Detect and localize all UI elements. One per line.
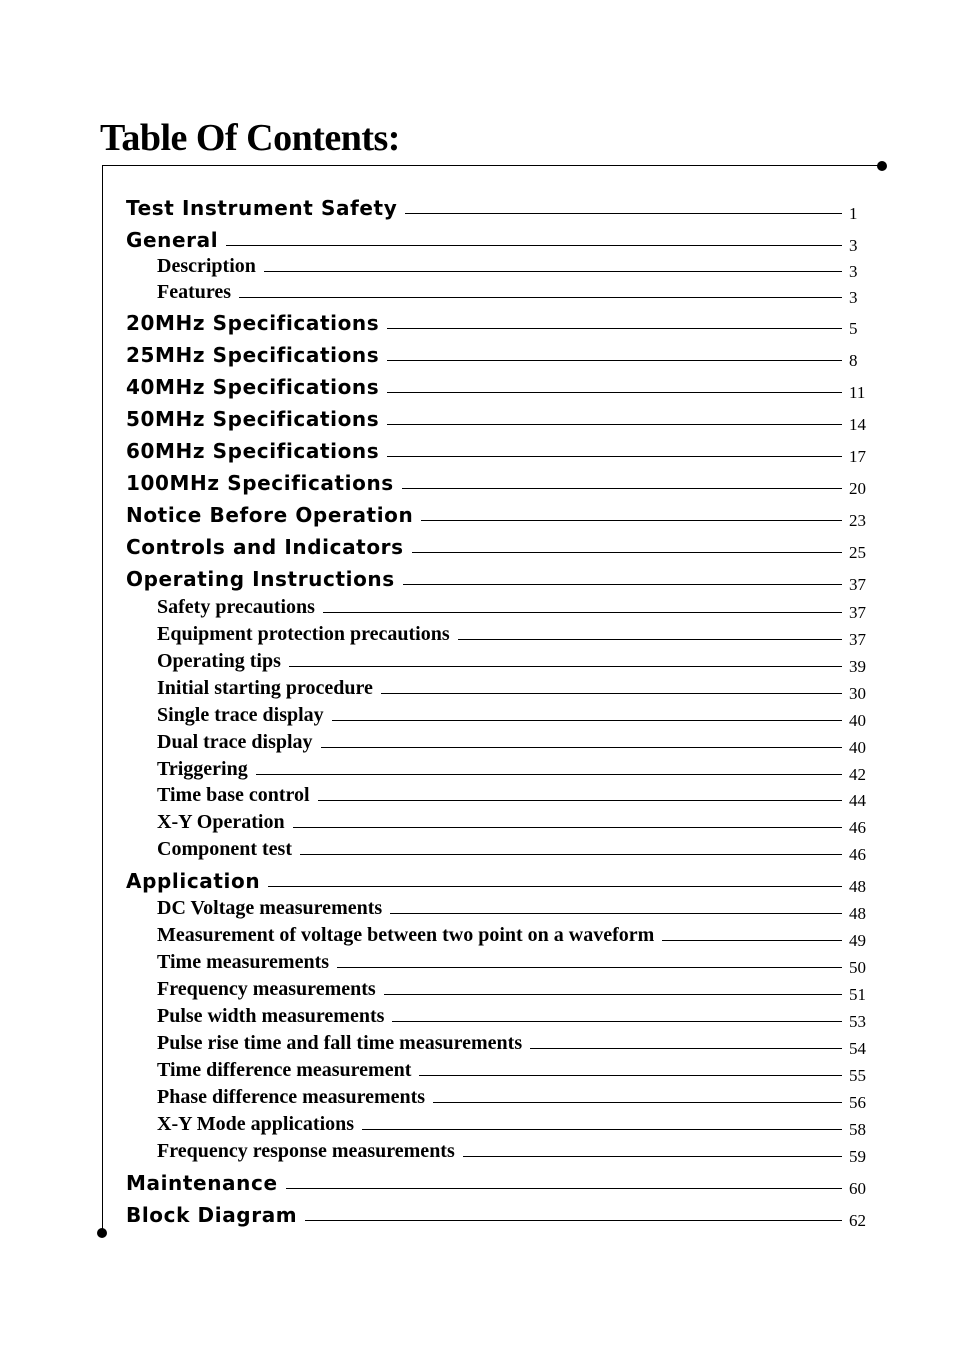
toc-entry-label: Phase difference measurements xyxy=(157,1086,426,1108)
toc-leader-line xyxy=(387,360,842,361)
toc-leader-line xyxy=(226,245,842,246)
toc-leader-line xyxy=(402,488,842,489)
toc-leader-line xyxy=(384,994,842,995)
toc-page-number: 8 xyxy=(849,351,858,370)
toc-page-number: 56 xyxy=(849,1093,866,1112)
toc-entry xyxy=(0,699,954,729)
toc-entry-label: 60MHz Specifications xyxy=(126,439,380,463)
toc-page-number: 42 xyxy=(849,765,866,784)
toc-leader-line xyxy=(433,1102,842,1103)
toc-entry-label: Time measurements xyxy=(157,951,330,973)
toc-entry-label: 20MHz Specifications xyxy=(126,311,380,335)
toc-leader-line xyxy=(332,720,842,721)
toc-leader-line xyxy=(530,1048,842,1049)
toc-page-number: 40 xyxy=(849,711,866,730)
toc-leader-line xyxy=(300,854,842,855)
toc-page-number: 51 xyxy=(849,985,866,1004)
toc-entry-label: Initial starting procedure xyxy=(157,677,373,699)
toc-page-number: 5 xyxy=(849,319,858,338)
toc-entry xyxy=(0,1027,954,1057)
toc-entry xyxy=(0,946,954,976)
toc-entry xyxy=(0,645,954,675)
toc-entry-label: DC Voltage measurements xyxy=(157,897,383,919)
toc-entry-label: X-Y Mode applications xyxy=(157,1113,355,1135)
toc-entry-label: Controls and Indicators xyxy=(126,535,404,559)
toc-leader-line xyxy=(256,774,842,775)
toc-page-number: 40 xyxy=(849,738,866,757)
toc-entry xyxy=(0,833,954,863)
toc-entry xyxy=(0,591,954,621)
toc-entry xyxy=(0,672,954,702)
toc-entry-label: Equipment protection precautions xyxy=(157,623,450,645)
toc-page-number: 39 xyxy=(849,657,866,676)
toc-entry-label: Features xyxy=(157,281,232,303)
toc-leader-line xyxy=(387,456,842,457)
toc-entry-label: Component test xyxy=(157,838,292,860)
toc-entry-label: Pulse width measurements xyxy=(157,1005,385,1027)
toc-leader-line xyxy=(323,612,842,613)
toc-page-number: 30 xyxy=(849,684,866,703)
toc-entry-label: 100MHz Specifications xyxy=(126,471,394,495)
toc-entry xyxy=(0,919,954,949)
toc-leader-line xyxy=(289,666,842,667)
toc-entry-label: 50MHz Specifications xyxy=(126,407,380,431)
toc-entry xyxy=(0,307,954,337)
toc-page-number: 59 xyxy=(849,1147,866,1166)
toc-entry-label: 25MHz Specifications xyxy=(126,343,380,367)
toc-leader-line xyxy=(381,693,842,694)
toc-entry xyxy=(0,892,954,922)
toc-page-number: 17 xyxy=(849,447,866,466)
toc-leader-line xyxy=(421,520,842,521)
toc-entry xyxy=(0,865,954,895)
toc-entry xyxy=(0,1054,954,1084)
toc-leader-line xyxy=(412,552,842,553)
toc-leader-line xyxy=(392,1021,842,1022)
toc-entry-label: Triggering xyxy=(157,758,248,780)
toc-leader-line xyxy=(337,967,842,968)
toc-leader-line xyxy=(293,827,842,828)
toc-entry-label: Measurement of voltage between two point on a waveform xyxy=(157,924,655,946)
toc-entry xyxy=(0,371,954,401)
toc-page-number: 48 xyxy=(849,877,866,896)
toc-page-number: 14 xyxy=(849,415,866,434)
toc-leader-line xyxy=(458,639,842,640)
toc-entry-label: Block Diagram xyxy=(126,1203,298,1227)
toc-page-number: 50 xyxy=(849,958,866,977)
toc-leader-line xyxy=(321,747,842,748)
toc-page-number: 3 xyxy=(849,262,858,281)
toc-entry-label: Frequency response measurements xyxy=(157,1140,455,1162)
toc-entry-label: General xyxy=(126,228,219,252)
toc-page-number: 54 xyxy=(849,1039,866,1058)
toc-entry xyxy=(0,779,954,809)
toc-entry xyxy=(0,1135,954,1165)
toc-entry xyxy=(0,1199,954,1229)
toc-entry-label: Single trace display xyxy=(157,704,324,726)
toc-entry xyxy=(0,1081,954,1111)
toc-entry xyxy=(0,1167,954,1197)
toc-entry-label: Description xyxy=(157,255,256,277)
toc-leader-line xyxy=(387,328,842,329)
toc-leader-line xyxy=(318,800,842,801)
toc-entry-label: Test Instrument Safety xyxy=(126,196,398,220)
toc-leader-line xyxy=(305,1220,842,1221)
toc-entry-label: Operating tips xyxy=(157,650,281,672)
toc-entry-label: Pulse rise time and fall time measurements xyxy=(157,1032,523,1054)
toc-leader-line xyxy=(662,940,842,941)
toc-page-number: 55 xyxy=(849,1066,866,1085)
toc-entry xyxy=(0,499,954,529)
page-title: Table Of Contents: xyxy=(100,117,400,159)
toc-leader-line xyxy=(419,1075,842,1076)
toc-page-number: 60 xyxy=(849,1179,866,1198)
toc-entry xyxy=(0,1108,954,1138)
toc-leader-line xyxy=(387,392,842,393)
toc-page-number: 49 xyxy=(849,931,866,950)
toc-entry-label: X-Y Operation xyxy=(157,811,285,833)
toc-entry xyxy=(0,1000,954,1030)
toc-entry xyxy=(0,276,954,306)
toc-entry xyxy=(0,467,954,497)
toc-page-number: 3 xyxy=(849,236,858,255)
toc-page-number: 48 xyxy=(849,904,866,923)
toc-page-number: 23 xyxy=(849,511,866,530)
toc-page-number: 25 xyxy=(849,543,866,562)
toc-leader-line xyxy=(264,271,842,272)
toc-entry xyxy=(0,192,954,222)
toc-page-number: 1 xyxy=(849,204,858,223)
toc-entry xyxy=(0,726,954,756)
toc-entry-label: Dual trace display xyxy=(157,731,313,753)
toc-leader-line xyxy=(268,886,842,887)
toc-entry-label: 40MHz Specifications xyxy=(126,375,380,399)
toc-page-number: 58 xyxy=(849,1120,866,1139)
toc-leader-line xyxy=(405,213,842,214)
toc-page-number: 53 xyxy=(849,1012,866,1031)
toc-page-number: 37 xyxy=(849,575,866,594)
toc-page-number: 62 xyxy=(849,1211,866,1230)
toc-page-number: 37 xyxy=(849,603,866,622)
toc-leader-line xyxy=(387,424,842,425)
toc-page-number: 46 xyxy=(849,845,866,864)
toc-page-number: 46 xyxy=(849,818,866,837)
toc-entry xyxy=(0,403,954,433)
toc-entry-label: Time base control xyxy=(157,784,310,806)
toc-entry xyxy=(0,339,954,369)
toc-entry xyxy=(0,435,954,465)
toc-leader-line xyxy=(403,584,842,585)
toc-leader-line xyxy=(362,1129,842,1130)
toc-leader-line xyxy=(390,913,842,914)
toc-entry xyxy=(0,973,954,1003)
toc-entry xyxy=(0,563,954,593)
toc-entry xyxy=(0,618,954,648)
toc-entry-label: Maintenance xyxy=(126,1171,278,1195)
toc-page-number: 11 xyxy=(849,383,866,402)
toc-entry xyxy=(0,806,954,836)
toc-entry-label: Frequency measurements xyxy=(157,978,376,1000)
toc-leader-line xyxy=(463,1156,842,1157)
toc-leader-line xyxy=(239,297,842,298)
toc-page-number: 37 xyxy=(849,630,866,649)
toc-leader-line xyxy=(286,1188,842,1189)
toc-page-number: 44 xyxy=(849,791,866,810)
toc-entry xyxy=(0,531,954,561)
toc-entry-label: Safety precautions xyxy=(157,596,315,618)
toc-page-number: 3 xyxy=(849,288,858,307)
toc-entry-label: Time difference measurement xyxy=(157,1059,412,1081)
toc-entry-label: Application xyxy=(126,869,261,893)
toc-page-number: 20 xyxy=(849,479,866,498)
toc-entry-label: Operating Instructions xyxy=(126,567,395,591)
toc-entry-label: Notice Before Operation xyxy=(126,503,414,527)
